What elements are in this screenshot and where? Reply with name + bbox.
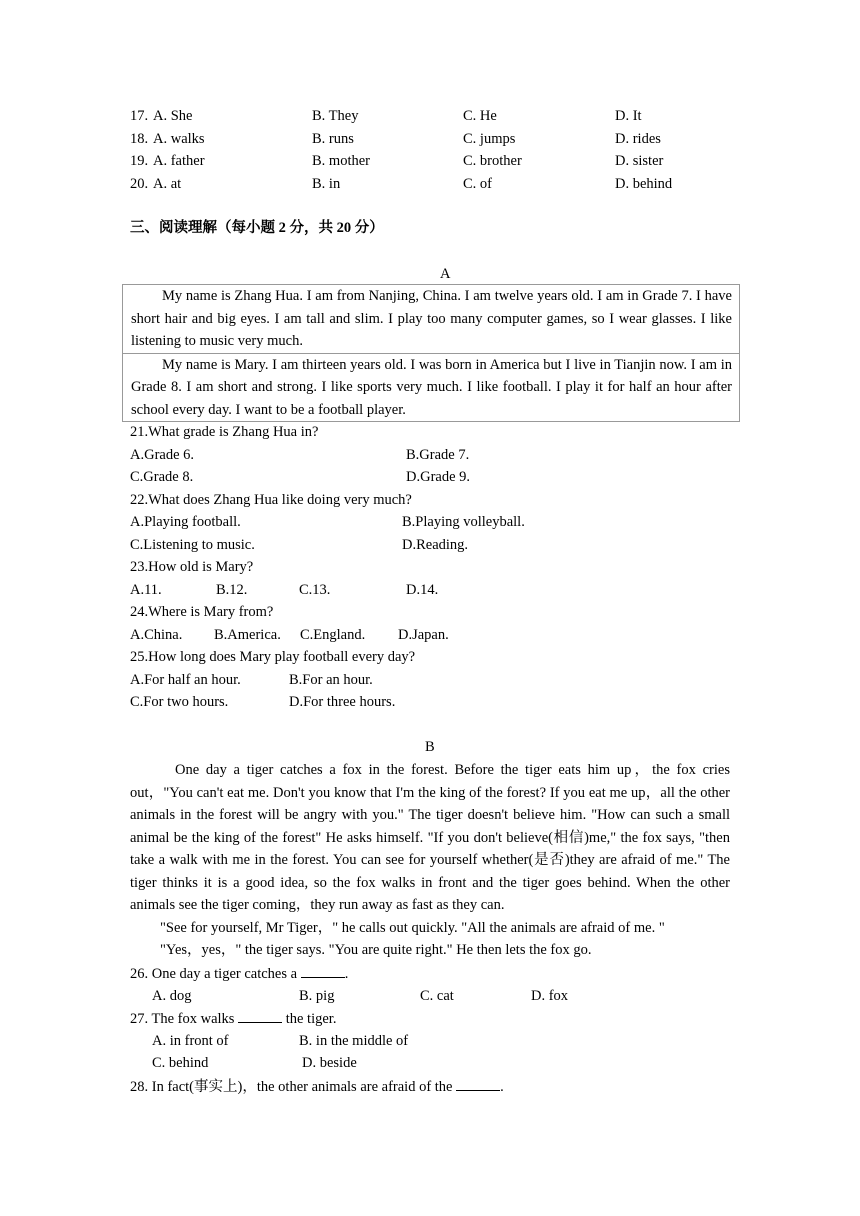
question-text: 22.What does Zhang Hua like doing very much?	[130, 491, 412, 508]
option-b: B. in the middle of	[299, 1032, 409, 1049]
question-number: 17.	[130, 108, 149, 124]
passage-a-label: A	[440, 266, 451, 282]
question-number: 18.	[130, 130, 149, 147]
question-text: 23.How old is Mary?	[130, 559, 254, 575]
option-d: D.Reading.	[402, 536, 469, 553]
question-number: 19.	[130, 153, 149, 169]
option-d: D. beside	[302, 1055, 357, 1071]
option-b: B. mother	[312, 153, 370, 169]
question-27	[130, 1007, 336, 1031]
option-c: C.England.	[300, 626, 366, 643]
option-d: D. rides	[615, 130, 661, 147]
option-a: A. at	[153, 175, 182, 192]
option-c: C. brother	[463, 153, 522, 169]
option-b: B.12.	[216, 581, 248, 598]
option-c: C. of	[463, 175, 492, 192]
question-text: 25.How long does Mary play football every day?	[130, 649, 416, 665]
passage-b	[130, 759, 730, 962]
passage-b-paragraph-1: One day a tiger catches a fox in the forest. Before the tiger eats him up，the fox cries out，"You can't eat me. Don't you know that I'm the king of the forest? If you eat me up，all the other animals in the forest will be angry with you." The tiger doesn't believe him. "How can such a small animal be the king of the forest" He asks himself. "If you don't believe(相信)me," the fox says, "then take a walk with me in the forest. You can see for yourself whether(是否)they are afraid of me." The tiger thinks it is a good idea, so the fox walks in front and the tiger goes behind. When the other animals see the tiger coming，they run away as fast as they can.	[130, 762, 730, 913]
option-a: A.China.	[130, 626, 183, 643]
option-a: A. dog	[152, 987, 192, 1004]
section-heading: 三、阅读理解（每小题 2 分，共 20 分）	[130, 220, 384, 236]
answer-blank	[456, 1075, 500, 1091]
passage-a-box	[122, 284, 740, 422]
option-a: A. in front of	[152, 1032, 229, 1049]
option-a: A. father	[153, 153, 205, 169]
question-text-end: .	[344, 966, 349, 982]
answer-blank	[301, 962, 345, 978]
option-b: B. runs	[312, 130, 354, 147]
option-d: D.Grade 9.	[406, 469, 471, 485]
option-a: A.Playing football.	[130, 514, 241, 530]
option-a: A.For half an hour.	[130, 671, 241, 688]
option-d: D.14.	[406, 581, 439, 598]
passage-b-label: B	[425, 739, 435, 755]
question-text-end: .	[500, 1078, 504, 1095]
option-b: B.America.	[214, 626, 281, 643]
option-d: D. sister	[615, 153, 664, 169]
option-c: C. He	[463, 108, 497, 124]
question-text-end: the tiger.	[285, 1011, 337, 1027]
option-b: B. They	[312, 108, 359, 124]
option-b: B. in	[312, 175, 341, 192]
option-c: C.Listening to music.	[130, 536, 255, 553]
option-c: C. behind	[152, 1055, 209, 1071]
option-d: D.For three hours.	[289, 694, 396, 710]
option-d: D.Japan.	[398, 626, 449, 643]
question-26	[130, 962, 348, 986]
option-d: D. fox	[531, 987, 569, 1004]
option-b: B.Playing volleyball.	[402, 514, 525, 530]
option-a: A. walks	[153, 130, 205, 147]
option-c: C.Grade 8.	[130, 469, 194, 485]
option-a: A. She	[153, 108, 193, 124]
option-d: D. It	[615, 108, 642, 124]
answer-blank	[238, 1007, 282, 1023]
option-a: A.Grade 6.	[130, 446, 195, 463]
option-d: D. behind	[615, 175, 673, 192]
option-a: A.11.	[130, 581, 162, 598]
option-c: C.For two hours.	[130, 694, 229, 710]
question-text: 24.Where is Mary from?	[130, 604, 274, 620]
question-text: 26. One day a tiger catches a	[130, 966, 298, 982]
question-text: 28. In fact(事实上)，the other animals are afraid of the	[130, 1078, 453, 1095]
option-b: B.Grade 7.	[406, 446, 470, 463]
passage-b-paragraph-2: "See for yourself, Mr Tiger，" he calls out quickly. "All the animals are afraid of me. "	[160, 919, 665, 936]
option-c: C. jumps	[463, 130, 516, 147]
option-b: B.For an hour.	[289, 671, 373, 688]
question-text: 27. The fox walks	[130, 1011, 235, 1027]
option-c: C.13.	[299, 581, 331, 598]
passage-a-paragraph-1: My name is Zhang Hua. I am from Nanjing, China. I am twelve years old. I am in Grade 7. I have short hair and big eyes. I am tall and slim. I play too many computer games, so I wear glasses. I like listening to music very much.	[131, 288, 732, 349]
question-text: 21.What grade is Zhang Hua in?	[130, 424, 319, 440]
option-b: B. pig	[299, 987, 335, 1004]
question-28	[130, 1075, 504, 1099]
option-c: C. cat	[420, 987, 454, 1004]
question-number: 20.	[130, 175, 149, 192]
passage-b-paragraph-3: "Yes，yes，" the tiger says. "You are quite right." He then lets the fox go.	[160, 942, 592, 958]
passage-a-paragraph-2: My name is Mary. I am thirteen years old. I was born in America but I live in Tianjin now. I am in Grade 8. I am short and strong. I like sports very much. I like football. I play it for half an hour after school every day. I want to be a football player.	[131, 356, 732, 418]
